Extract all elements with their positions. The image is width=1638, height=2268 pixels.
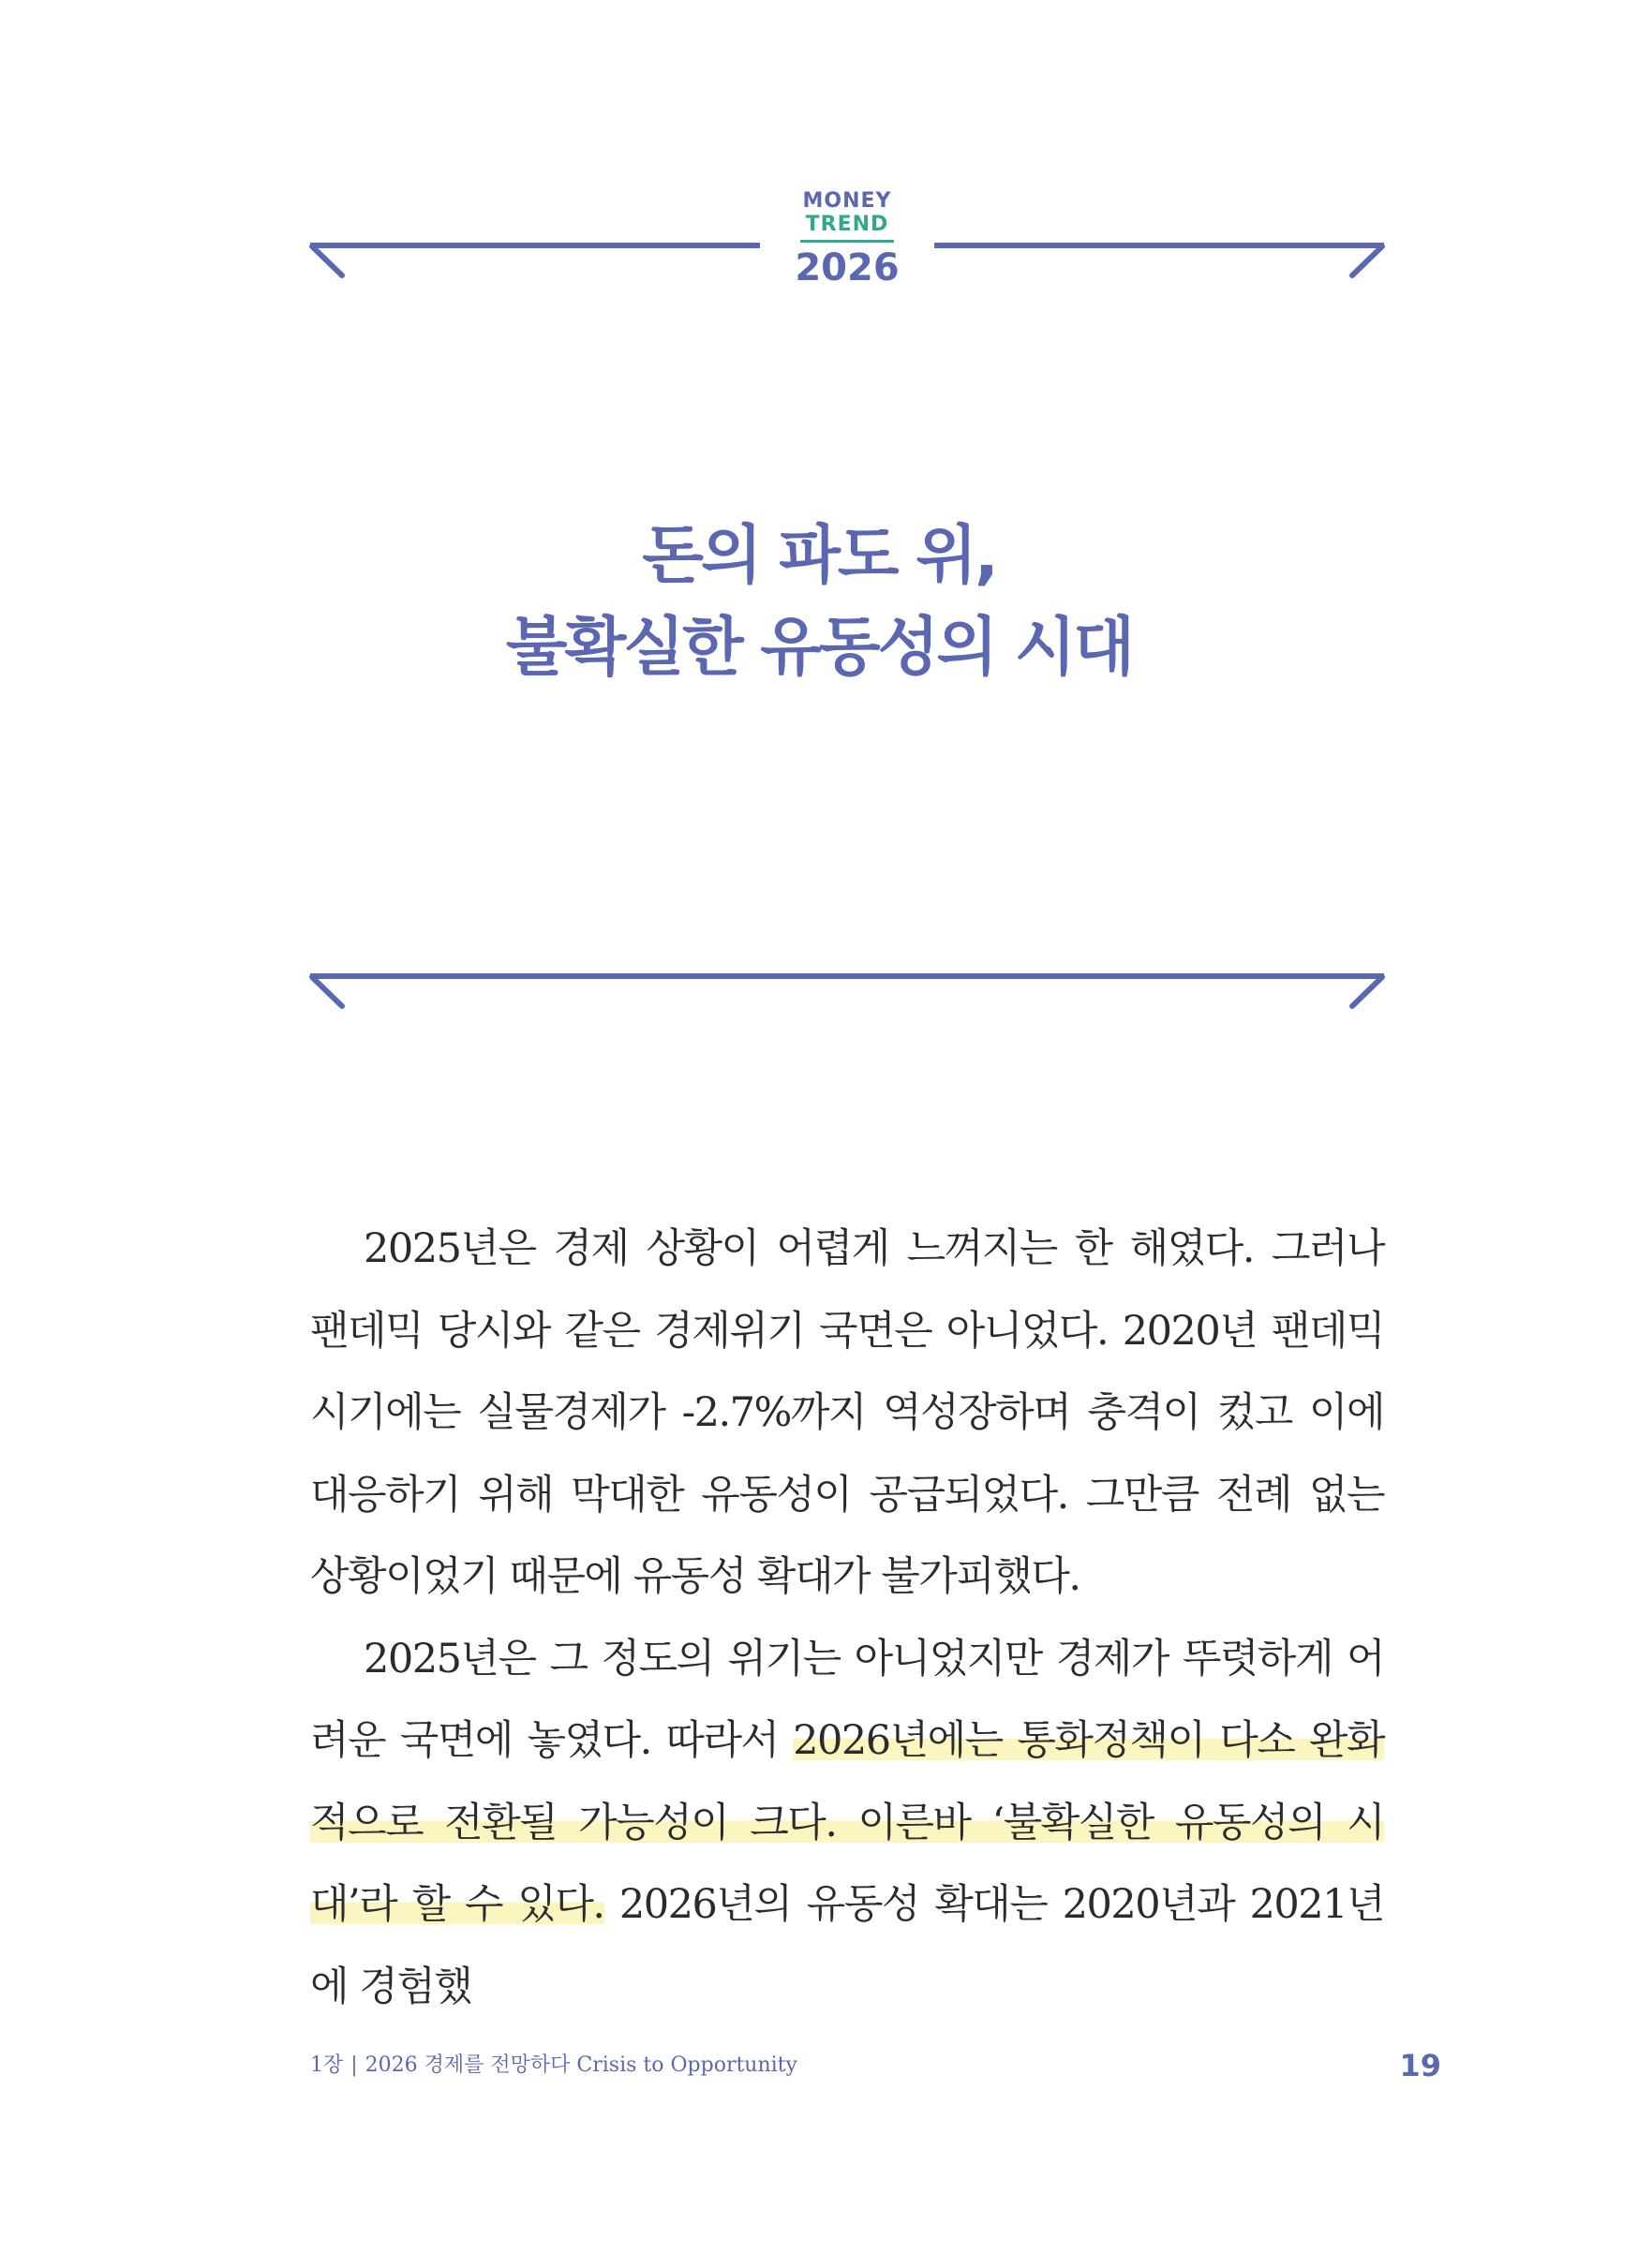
- money-trend-logo: [759, 189, 935, 291]
- chapter-title-line1: 돈의 파도 위,: [642, 519, 996, 593]
- bottom-rule-left-hook: [312, 977, 342, 1006]
- paragraph-1: 2025년은 경제 상황이 어렵게 느껴지는 한 해였다. 그러나 팬데믹 당시와 같은 경제위기 국면은 아니었다. 2020년 팬데믹 시기에는 실물경제가 -2.7%까지 역성장하며 충격이 컸고 이에 대응하기 위해 막대한 유동성이 공급되었다. 그만큼 전례 없는 상황이었기 때문에 유동성 확대가 불가피했다.: [310, 1225, 1384, 1600]
- chapter-title-line2: 불확실한 유동성의 시대: [505, 611, 1133, 685]
- body-text: [310, 1208, 1384, 2028]
- page-number: 19: [1399, 2048, 1441, 2083]
- logo-trend: TREND: [805, 213, 889, 236]
- chapter-title: [0, 511, 1638, 694]
- paragraph-2: [310, 1619, 1384, 2029]
- running-footer: [310, 2052, 797, 2080]
- footer-part-title: [365, 2053, 571, 2077]
- highlighted-sentence: 2026년에는 통화정책이 다소 완화적으로 전환될 가능성이 크다. 이른바 ‘불확실한 유동성의 시대’라 할 수 있다.: [310, 1717, 1384, 1928]
- footer-separator: |: [350, 2053, 358, 2077]
- footer-part-title-text: 2026 경제를 전망하다: [365, 2053, 571, 2077]
- logo-year: 2026: [795, 246, 900, 289]
- logo-divider: [800, 240, 894, 243]
- top-rule-right-hook: [1352, 246, 1382, 275]
- paragraph-2-tail: 2026년의 유동성 확대는 2020년과 2021년에 경험했: [310, 1881, 1384, 2010]
- bottom-rule-right-hook: [1352, 977, 1382, 1006]
- footer-part-subtitle: Crisis to Opportunity: [576, 2053, 797, 2077]
- logo-money: MONEY: [802, 189, 892, 213]
- paragraph-2-lead: 2025년은 그 정도의 위기는 아니었지만 경제가 뚜렷하게 어려운 국면에 놓였다. 따라서: [310, 1635, 1384, 1764]
- top-rule-left-hook: [312, 246, 342, 275]
- footer-chapter: 1장: [310, 2053, 344, 2077]
